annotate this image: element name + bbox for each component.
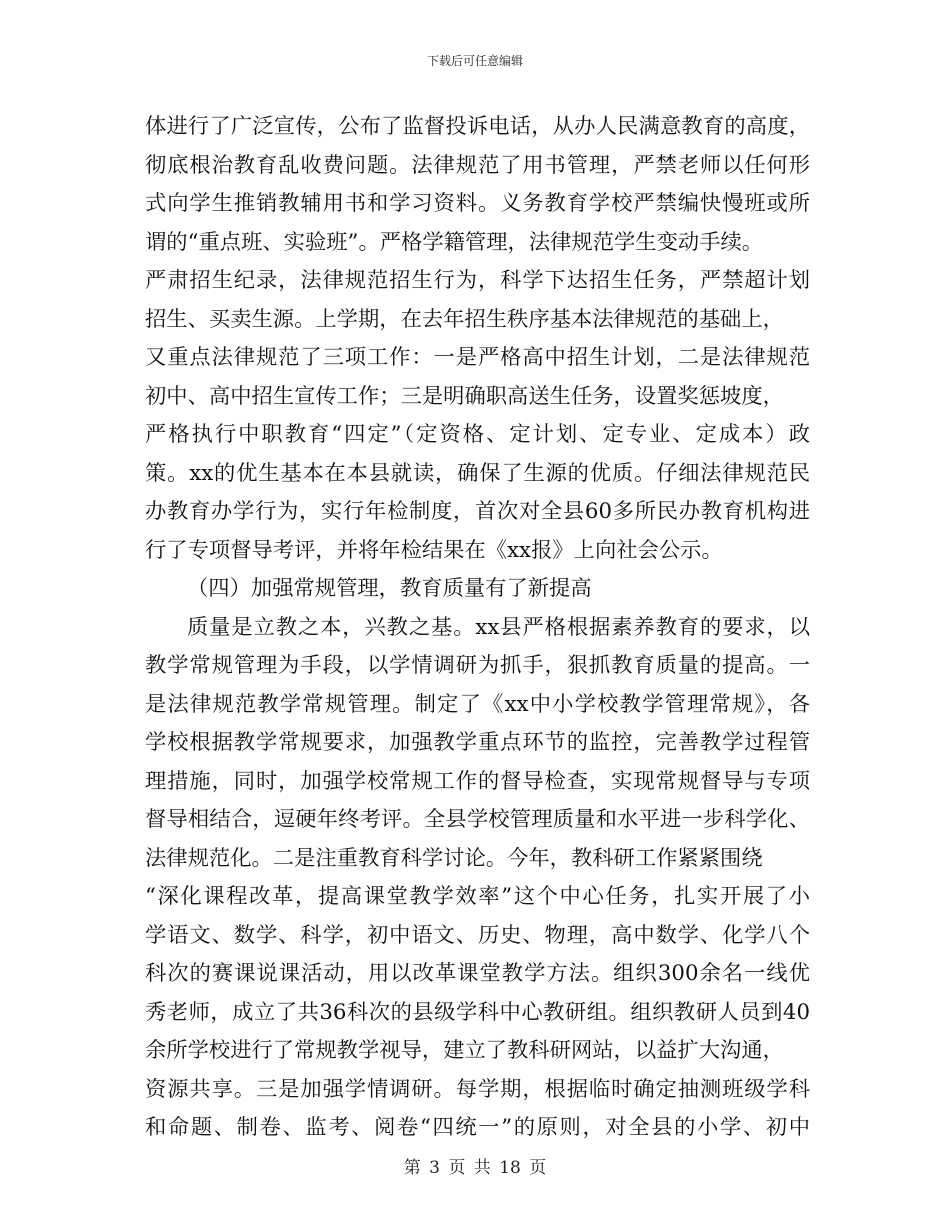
paragraph-first-line: 质量是立教之本，兴教之基。xx县严格根据素养教育的要求，以 — [187, 614, 810, 640]
text-line: 和命题、制卷、监考、阅卷“四统一”的原则，对全县的小学、初中 — [145, 1115, 810, 1140]
text-line: 资源共享。三是加强学情调研。每学期，根据临时确定抽测班级学科 — [145, 1076, 810, 1102]
text-line: 初中、高中招生宣传工作；三是明确职高送生任务，设置奖惩坡度， — [145, 383, 784, 409]
text-line: 是法律规范教学常规管理。制定了《xx中小学校教学管理常规》，各 — [145, 691, 810, 717]
text-line: 教学常规管理为手段，以学情调研为抓手，狠抓教育质量的提高。一 — [145, 653, 810, 678]
page-footer: 第 3 页 共 18 页 — [403, 1158, 547, 1178]
text-line: 秀老师，成立了共36科次的县级学科中心教研组。组织教研人员到40 — [145, 999, 810, 1025]
text-line: 彻底根治教育乱收费问题。法律规范了用书管理，严禁老师以任何形 — [145, 152, 810, 178]
text-line: 谓的“重点班、实验班”。严格学籍管理，法律规范学生变动手续。 — [145, 229, 764, 255]
text-line: 又重点法律规范了三项工作：一是严格高中招生计划，二是法律规范 — [145, 345, 810, 370]
text-line: 严格执行中职教育“四定”（定资格、定计划、定专业、定成本）政 — [145, 422, 810, 447]
text-line: 法律规范化。二是注重教育科学讨论。今年，教科研工作紧紧围绕 — [145, 845, 763, 871]
document-body — [145, 108, 810, 1148]
text-line: 余所学校进行了常规教学视导，建立了教科研网站，以益扩大沟通， — [145, 1038, 784, 1063]
text-line: 行了专项督导考评，并将年检结果在《xx报》上向社会公示。 — [145, 537, 723, 563]
text-line: 策。xx的优生基本在本县就读，确保了生源的优质。仔细法律规范民 — [145, 460, 810, 486]
text-line: 严肃招生纪录，法律规范招生行为，科学下达招生任务，严禁超计划 — [145, 268, 810, 293]
text-line: 学语文、数学、科学，初中语文、历史、物理，高中数学、化学八个 — [145, 922, 810, 948]
text-line: 理措施，同时，加强学校常规工作的督导检查，实现常规督导与专项 — [145, 768, 810, 794]
page-header: 下载后可任意编辑 — [426, 54, 523, 68]
text-line: 督导相结合，逗硬年终考评。全县学校管理质量和水平进一步科学化、 — [145, 807, 810, 832]
text-line: 体进行了广泛宣传，公布了监督投诉电话，从办人民满意教育的高度， — [145, 114, 810, 139]
text-line: “深化课程改革，提高课堂教学效率”这个中心任务，扎实开展了小 — [145, 884, 810, 909]
section-heading: （四）加强常规管理，教育质量有了新提高 — [187, 576, 592, 601]
text-line: 招生、买卖生源。上学期，在去年招生秩序基本法律规范的基础上， — [145, 306, 784, 332]
text-line: 科次的赛课说课活动，用以改革课堂教学方法。组织300余名一线优 — [145, 961, 810, 986]
text-line: 学校根据教学常规要求，加强教学重点环节的监控，完善教学过程管 — [145, 730, 810, 755]
text-line: 办教育办学行为，实行年检制度，首次对全县60多所民办教育机构进 — [145, 499, 810, 524]
text-line: 式向学生推销教辅用书和学习资料。义务教育学校严禁编快慢班或所 — [145, 191, 810, 216]
